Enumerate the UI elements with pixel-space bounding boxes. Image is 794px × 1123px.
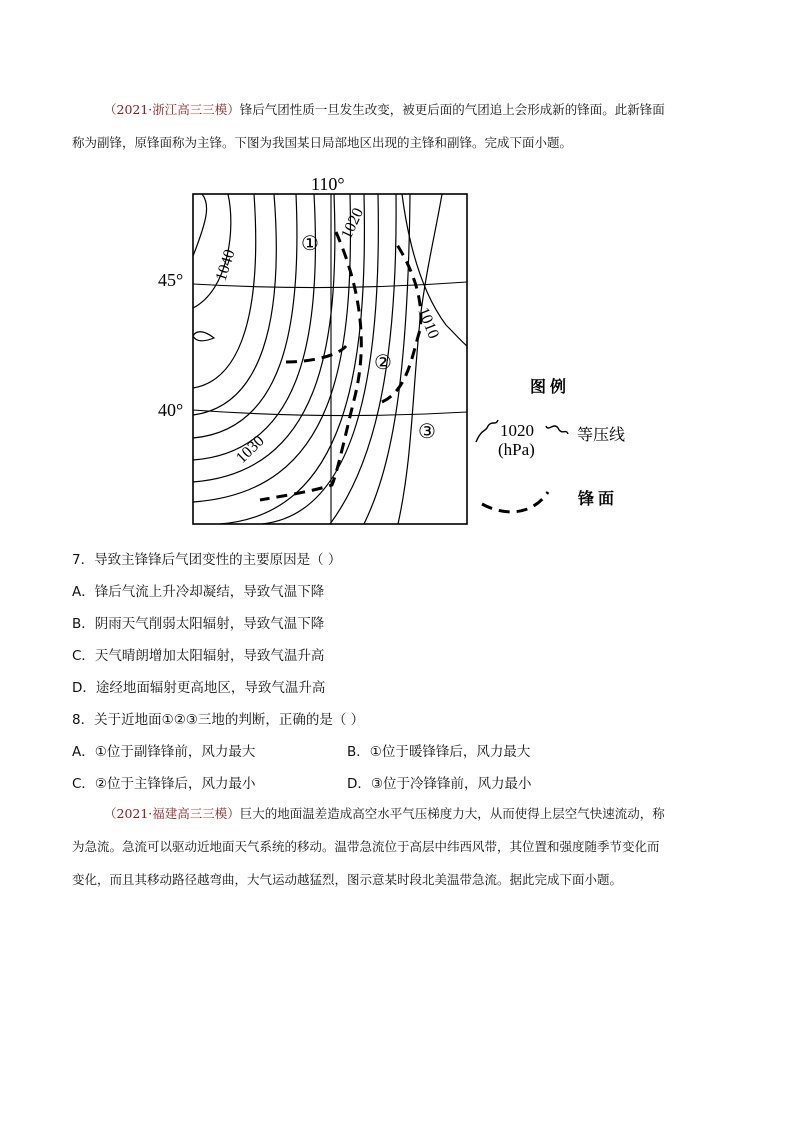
source-tag: （2021·福建高三三模） [104, 806, 240, 821]
legend-isobar-unit: (hPa) [498, 440, 535, 459]
source-tag: （2021·浙江高三三模） [104, 102, 240, 117]
question-8-option-d[interactable]: D．③位于冷锋锋前，风力最小 [347, 776, 532, 792]
question-7-option-d[interactable]: D．途经地面辐射更高地区，导致气温升高 [72, 680, 326, 696]
isobar [193, 194, 276, 415]
isobar [193, 194, 256, 388]
marker-3: ③ [418, 421, 436, 443]
isobar-label-1030: 1030 [232, 432, 268, 467]
isobars [193, 194, 467, 524]
intro-paragraph-1 [72, 93, 722, 159]
intro-text-line-1: 锋后气团性质一旦发生改变，被更后面的气团追上会形成新的锋面。此新锋面 [239, 102, 665, 117]
secondary-front [286, 346, 346, 362]
question-7-option-b[interactable]: B．阴雨天气削弱太阳辐射，导致气温下降 [72, 616, 325, 632]
latitude-label-40: 40° [158, 400, 184, 420]
question-7-stem: 7．导致主锋锋后气团变性的主要原因是（ ） [72, 552, 342, 568]
isobar [193, 194, 207, 256]
legend-isobar-value: 1020 [500, 421, 534, 440]
intro-text-line-1: 巨大的地面温差造成高空水平气压梯度力大，从而使得上层空气快速流动，称 [239, 806, 665, 821]
weather-map-figure [150, 170, 660, 535]
legend-isobar-symbol-right [546, 426, 568, 434]
isobar-closed-high [193, 332, 214, 341]
intro-paragraph-2 [72, 797, 722, 896]
question-8-option-c[interactable]: C．②位于主锋锋后，风力最小 [72, 776, 256, 792]
map-frame [193, 194, 467, 524]
legend-isobar-symbol-left [476, 420, 498, 442]
marker-2: ② [374, 352, 392, 374]
question-8-option-b[interactable]: B．①位于暖锋锋后，风力最大 [347, 744, 531, 760]
legend-isobar-name: 等压线 [577, 427, 626, 444]
question-8-option-a[interactable]: A．①位于副锋锋前，风力最大 [72, 744, 256, 760]
isobar-label-1010: 1010 [414, 305, 443, 342]
legend-title: 图 例 [530, 379, 567, 396]
question-7-option-c[interactable]: C．天气晴朗增加太阳辐射，导致气温升高 [72, 648, 325, 664]
isobar-label-1020: 1020 [338, 205, 368, 242]
question-7-option-a[interactable]: A．锋后气流上升冷却凝结，导致气温下降 [72, 584, 325, 600]
fronts [260, 232, 421, 500]
isobar-label-1040: 1040 [212, 247, 239, 284]
legend-front-name: 锋 面 [578, 491, 615, 508]
isobar [398, 194, 442, 524]
legend-front-symbol [482, 492, 548, 512]
intro-text-line-2: 称为副锋，原锋面称为主锋。下图为我国某日局部地区出现的主锋和副锋。完成下面小题。 [72, 135, 573, 150]
marker-1: ① [301, 233, 319, 255]
isobar [193, 194, 297, 438]
latitude-label-45: 45° [158, 270, 184, 290]
intro-text-line-3: 变化，而且其移动路径越弯曲，大气运动越猛烈，图示意某时段北美温带急流。据此完成下面小题。 [72, 872, 623, 887]
longitude-label: 110° [311, 174, 345, 194]
intro-text-line-2: 为急流。急流可以驱动近地面天气系统的移动。温带急流位于高层中纬西风带，其位置和强度随季节变化而 [72, 839, 660, 854]
latitude-line-40 [193, 410, 467, 416]
isobar [220, 194, 364, 524]
question-8-stem: 8．关于近地面①②③三地的判断，正确的是（ ） [72, 712, 365, 728]
